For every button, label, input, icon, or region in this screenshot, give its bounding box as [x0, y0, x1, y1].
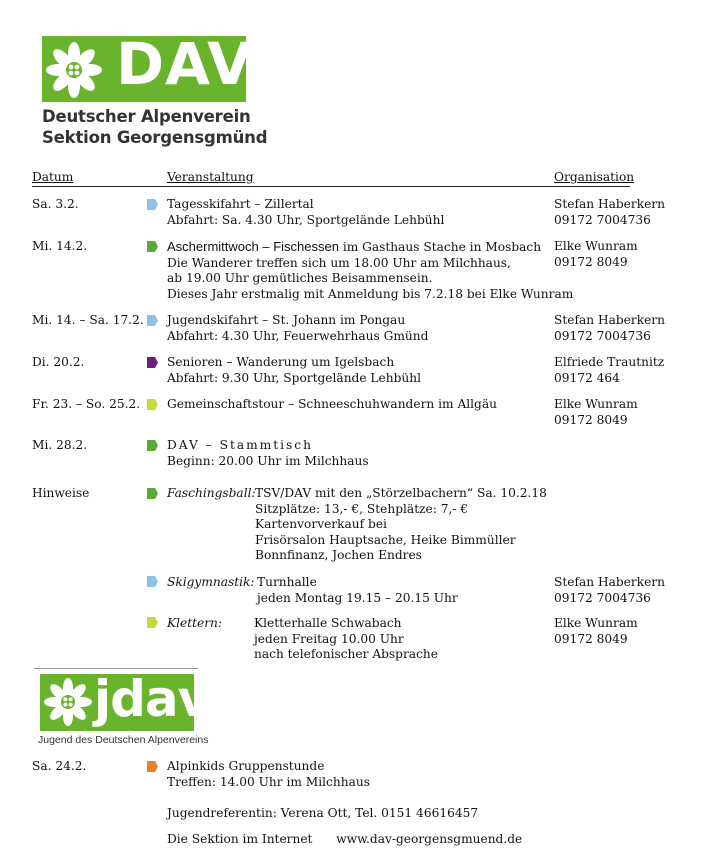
- event-organizer: [554, 197, 665, 228]
- organizer-phone: 09172 8049: [554, 254, 628, 269]
- event-organizer: [554, 355, 664, 386]
- section-name: [42, 106, 267, 148]
- organizer-phone: 09172 7004736: [554, 590, 651, 605]
- event-line: ab 19.00 Uhr gemütliches Beisammensein.: [167, 271, 433, 285]
- purple-flag-icon: [147, 357, 158, 368]
- organizer-phone: 09172 8049: [554, 631, 628, 646]
- green-flag-icon: [147, 440, 158, 451]
- event-line: Die Wanderer treffen sich um 18.00 Uhr am Milchhaus,: [167, 255, 511, 270]
- event-title: Senioren – Wanderung um Igelsbach: [167, 355, 395, 369]
- organizer-phone: 09172 7004736: [554, 328, 651, 343]
- event-details: [167, 438, 369, 469]
- internet-label: Die Sektion im Internet: [167, 832, 313, 846]
- event-details: [167, 313, 428, 344]
- organizer-name: Stefan Haberkern: [554, 197, 665, 211]
- event-details: [167, 397, 497, 413]
- internet-line: [167, 832, 522, 848]
- organizer-name: Elfriede Trautnitz: [554, 355, 665, 369]
- event-organizer: [554, 313, 665, 344]
- skigymnastik-details: [257, 575, 458, 606]
- section-name-line1: Deutscher Alpenverein: [42, 107, 251, 126]
- klettern-line: jeden Freitag 10.00 Uhr: [254, 631, 404, 646]
- organizer-name: Elke Wunram: [554, 397, 638, 411]
- organizer-name: Stefan Haberkern: [554, 313, 665, 327]
- skigymnastik-line: jeden Montag 19.15 – 20.15 Uhr: [257, 590, 458, 605]
- blue-flag-icon: [147, 315, 158, 326]
- event-title: Tagesskifahrt – Zillertal: [167, 197, 314, 211]
- skigymnastik-organizer: [554, 575, 665, 606]
- edelweiss-icon: [42, 676, 94, 728]
- yellow-flag-icon: [147, 617, 158, 628]
- section-name-line2: Sektion Georgensgmünd: [42, 128, 268, 147]
- klettern-details: [254, 616, 438, 663]
- event-details: [167, 355, 421, 386]
- organizer-phone: 09172 7004736: [554, 212, 651, 227]
- edelweiss-icon: [44, 40, 104, 100]
- event-line: Abfahrt: 9.30 Uhr, Sportgelände Lehbühl: [167, 370, 421, 385]
- event-title: Jugendskifahrt – St. Johann im Pongau: [167, 313, 406, 327]
- header-veranstaltung: Veranstaltung: [167, 170, 254, 184]
- event-line: Beginn: 20.00 Uhr im Milchhaus: [167, 453, 369, 468]
- event-date: Mi. 28.2.: [32, 438, 88, 452]
- header-datum: Datum: [32, 170, 74, 184]
- organizer-phone: 09172 8049: [554, 412, 628, 427]
- event-date: Sa. 3.2.: [32, 197, 79, 211]
- fasching-line: Bonnfinanz, Jochen Endres: [255, 548, 422, 562]
- event-date: Fr. 23. – So. 25.2.: [32, 397, 141, 411]
- klettern-line: nach telefonischer Absprache: [254, 647, 438, 661]
- website-link[interactable]: www.dav-georgensgmuend.de: [336, 832, 523, 846]
- event-title: Gemeinschaftstour – Schneeschuhwandern im Allgäu: [167, 397, 497, 411]
- event-organizer: [554, 397, 638, 428]
- blue-flag-icon: [147, 576, 158, 587]
- header-organisation: Organisation: [554, 170, 635, 184]
- green-flag-icon: [147, 241, 158, 252]
- event-title: DAV – Stammtisch: [167, 438, 313, 452]
- yellow-flag-icon: [147, 399, 158, 410]
- event-title-row: [167, 239, 573, 256]
- event-line: Treffen: 14.00 Uhr im Milchhaus: [167, 774, 370, 789]
- fasching-line: Kartenvorverkauf bei: [255, 517, 387, 531]
- dav-logo-mark: DAV: [116, 30, 253, 98]
- event-line: Abfahrt: 4.30 Uhr, Feuerwehrhaus Gmünd: [167, 328, 429, 343]
- fasching-line: TSV/DAV mit den „Störzelbachern“ Sa. 10.2.18: [255, 486, 547, 500]
- green-flag-icon: [147, 488, 158, 499]
- event-date: Di. 20.2.: [32, 355, 85, 369]
- organizer-name: Elke Wunram: [554, 239, 638, 253]
- fasching-line: Frisörsalon Hauptsache, Heike Bimmüller: [255, 532, 516, 547]
- jugendreferentin-contact: Jugendreferentin: Verena Ott, Tel. 0151 46616457: [167, 806, 479, 820]
- fasching-label: Faschingsball:: [167, 486, 256, 500]
- event-date: Mi. 14.2.: [32, 239, 88, 253]
- klettern-line: Kletterhalle Schwabach: [254, 616, 402, 630]
- orange-flag-icon: [147, 761, 158, 772]
- header-divider: [32, 186, 630, 187]
- organizer-name: Elke Wunram: [554, 616, 638, 630]
- event-organizer: [554, 239, 638, 270]
- event-line: Abfahrt: Sa. 4.30 Uhr, Sportgelände Lehbühl: [167, 212, 445, 227]
- fasching-line: Sitzplätze: 13,- €, Stehplätze: 7,- €: [255, 501, 469, 516]
- organizer-phone: 09172 464: [554, 370, 620, 385]
- jdav-divider: [34, 668, 198, 669]
- klettern-organizer: [554, 616, 638, 647]
- klettern-label: Klettern:: [167, 616, 223, 630]
- event-date: Sa. 24.2.: [32, 759, 87, 773]
- blue-flag-icon: [147, 199, 158, 210]
- event-details: [167, 759, 370, 790]
- jdav-subtitle: Jugend des Deutschen Alpenvereins: [38, 734, 209, 746]
- event-title: Aschermittwoch – Fischessen: [167, 239, 339, 254]
- jdav-logo-mark: jdav: [94, 670, 210, 728]
- event-title: Alpinkids Gruppenstunde: [167, 759, 325, 773]
- fasching-details: [255, 486, 547, 564]
- event-title-rest: im Gasthaus Stache in Mosbach: [338, 240, 542, 254]
- skigymnastik-label: Skigymnastik:: [167, 575, 255, 589]
- hinweise-label: Hinweise: [32, 486, 90, 500]
- event-line: Dieses Jahr erstmalig mit Anmeldung bis 7.2.18 bei Elke Wunram: [167, 286, 574, 301]
- skigymnastik-line: Turnhalle: [257, 575, 317, 589]
- event-details: [167, 197, 444, 228]
- event-details: [167, 239, 573, 302]
- event-date: Mi. 14. – Sa. 17.2.: [32, 313, 144, 327]
- organizer-name: Stefan Haberkern: [554, 575, 665, 589]
